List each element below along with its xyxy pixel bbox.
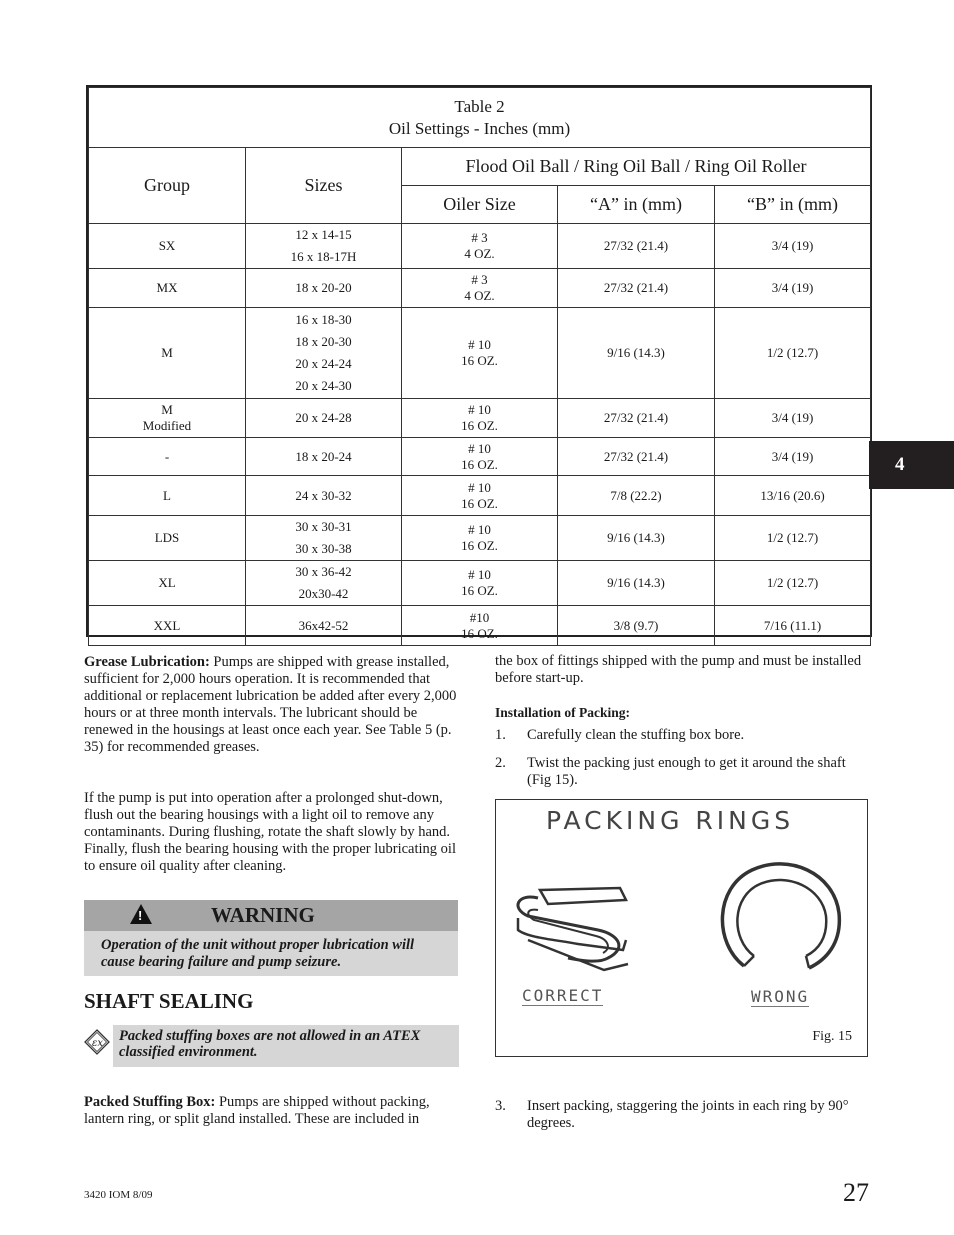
cell-a-value: 3/8 (9.7) (558, 606, 715, 646)
cell-oiler-size-line: # 3 (471, 272, 488, 287)
cell-group-line: LDS (154, 530, 180, 545)
cell-group (89, 399, 246, 438)
cell-b-value: 3/4 (19) (715, 399, 871, 438)
cell-oiler-size-line: 16 OZ. (461, 418, 498, 433)
warning-triangle-icon: ! (130, 904, 152, 924)
grease-paragraph (84, 654, 458, 756)
cell-oiler-size (402, 476, 558, 516)
cell-group (89, 269, 246, 308)
cell-sizes-line: 30 x 30-38 (295, 541, 352, 556)
cell-sizes (246, 438, 402, 476)
header-oil-type: Flood Oil Ball / Ring Oil Ball / Ring Oil Roller (402, 148, 871, 186)
cell-group-line: M (161, 402, 173, 417)
cell-oiler-size-line: 4 OZ. (464, 246, 495, 261)
cell-b-value: 1/2 (12.7) (715, 516, 871, 561)
document-id: 3420 IOM 8/09 (84, 1189, 153, 1201)
table-row (89, 516, 871, 561)
cell-sizes-line: 20 x 24-28 (295, 410, 352, 425)
step-3-number: 3. (495, 1098, 506, 1114)
label-wrong: WRONG (751, 987, 810, 1006)
cell-b-value: 1/2 (12.7) (715, 308, 871, 399)
grease-text: Pumps are shipped with grease installed, sufficient for 2,000 hours operation. It is recommended that additional or replacement lubrication be added after every 2,000 hours or at three month intervals. The lubricant should be renewed in the housings at least once each year. See Table 5 (p. 35) for recommended greases. (84, 654, 457, 755)
table-row (89, 606, 871, 646)
cell-sizes (246, 476, 402, 516)
header-group: Group (89, 148, 246, 224)
cell-oiler-size-line: # 10 (468, 440, 491, 456)
cell-sizes-line: 18 x 20-24 (295, 448, 352, 464)
cell-sizes-line: 20x30-42 (298, 586, 349, 601)
cell-b-value: 3/4 (19) (715, 438, 871, 476)
cell-oiler-size-line: # 10 (468, 402, 491, 417)
warning-title: WARNING (211, 903, 315, 927)
cell-a-value: 9/16 (14.3) (558, 561, 715, 606)
cell-group (89, 476, 246, 516)
step-1-text: Carefully clean the stuffing box bore. (527, 727, 745, 743)
cell-sizes-line: 20 x 24-30 (295, 378, 352, 393)
packed-label: Packed Stuffing Box: (84, 1094, 216, 1110)
cell-a-value: 9/16 (14.3) (558, 308, 715, 399)
cell-oiler-size-line: 16 OZ. (461, 353, 498, 368)
cell-group (89, 438, 246, 476)
cell-b-value: 1/2 (12.7) (715, 561, 871, 606)
cell-group (89, 561, 246, 606)
cell-sizes-line: 20 x 24-24 (295, 356, 352, 371)
cell-oiler-size-line: # 10 (468, 522, 491, 537)
cell-oiler-size (402, 561, 558, 606)
cell-a-value: 7/8 (22.2) (558, 476, 715, 516)
header-a-dimension: “A” in (mm) (558, 186, 715, 224)
step-2-number: 2. (495, 755, 506, 771)
oil-settings-table-frame (86, 85, 872, 641)
cell-sizes (246, 399, 402, 438)
cell-sizes (246, 561, 402, 606)
cell-oiler-size (402, 606, 558, 646)
wrong-ring-illustration (714, 858, 849, 978)
cell-oiler-size-line: # 10 (468, 479, 491, 495)
cell-oiler-size (402, 308, 558, 399)
table-row (89, 476, 871, 516)
cell-oiler-size-line: # 10 (468, 337, 491, 352)
step-3-text: Insert packing, staggering the joints in each ring by 90° degrees. (527, 1098, 849, 1131)
cell-oiler-size (402, 399, 558, 438)
cell-oiler-size-line: 4 OZ. (464, 288, 495, 303)
cell-sizes-line: 18 x 20-30 (295, 334, 352, 349)
cell-oiler-size (402, 438, 558, 476)
cell-oiler-size-line: 16 OZ. (461, 538, 498, 553)
cell-oiler-size-line: 16 OZ. (461, 625, 498, 641)
installation-heading: Installation of Packing: (495, 705, 631, 720)
correct-ring-illustration (508, 878, 638, 978)
cell-oiler-size (402, 269, 558, 308)
table-row (89, 399, 871, 438)
cell-sizes (246, 516, 402, 561)
cell-oiler-size-line: # 3 (471, 230, 488, 245)
header-sizes: Sizes (246, 148, 402, 224)
cell-group-line: MX (156, 280, 178, 295)
atex-ex-icon (84, 1029, 110, 1055)
section-heading: SHAFT SEALING (84, 989, 254, 1013)
cell-b-value: 3/4 (19) (715, 224, 871, 269)
figure-15 (495, 799, 868, 1057)
cell-sizes (246, 606, 402, 646)
cell-a-value: 27/32 (21.4) (558, 399, 715, 438)
cell-group-line: - (164, 448, 170, 464)
cell-oiler-size-line: # 10 (468, 567, 491, 582)
table-row (89, 269, 871, 308)
cell-group (89, 224, 246, 269)
cell-sizes-line: 24 x 30-32 (295, 487, 352, 503)
cell-sizes (246, 269, 402, 308)
page-number: 27 (843, 1178, 869, 1207)
cell-oiler-size-line: 16 OZ. (461, 583, 498, 598)
cell-group-line: SX (158, 238, 176, 253)
table-caption-title: Oil Settings - Inches (mm) (388, 118, 571, 138)
cell-group (89, 308, 246, 399)
section-tab: 4 (869, 441, 954, 489)
table-row (89, 561, 871, 606)
cell-b-value: 7/16 (11.1) (715, 606, 871, 646)
cell-group (89, 516, 246, 561)
svg-text:εx: εx (92, 1038, 104, 1049)
cell-a-value: 27/32 (21.4) (558, 438, 715, 476)
cell-group (89, 606, 246, 646)
cell-group-line: Modified (142, 418, 192, 433)
step-1-number: 1. (495, 727, 506, 743)
cell-oiler-size (402, 224, 558, 269)
cell-sizes-line: 12 x 14-15 (295, 227, 352, 242)
cell-oiler-size (402, 516, 558, 561)
cell-group-line: M (161, 345, 173, 360)
header-oiler-size: Oiler Size (402, 186, 558, 224)
cell-oiler-size-line: 16 OZ. (461, 456, 498, 472)
figure-title: PACKING RINGS (546, 806, 795, 835)
atex-notice: Packed stuffing boxes are not allowed in an ATEX classified environment. (113, 1025, 459, 1067)
flush-paragraph: If the pump is put into operation after a prolonged shut-down, flush out the bearing housings with a light oil to remove any contaminants. During flushing, rotate the shaft slowly by hand. Finally, flush the bearing housing with the proper lubricating oil to ensure oil quality after cleaning. (84, 790, 456, 874)
cell-group-line: XL (158, 575, 176, 590)
cell-b-value: 3/4 (19) (715, 269, 871, 308)
cell-sizes-line: 30 x 30-31 (295, 519, 352, 534)
label-correct: CORRECT (522, 986, 604, 1005)
cell-sizes-line: 16 x 18-17H (290, 249, 357, 264)
cell-a-value: 27/32 (21.4) (558, 224, 715, 269)
continued-paragraph: the box of fittings shipped with the pump and must be installed before start-up. (495, 653, 862, 686)
table-caption-number: Table 2 (454, 96, 505, 116)
warning-body: Operation of the unit without proper lubrication will cause bearing failure and pump seizure. (84, 931, 458, 976)
warning-header (84, 900, 458, 931)
cell-sizes (246, 224, 402, 269)
table-row (89, 224, 871, 269)
grease-label: Grease Lubrication: (84, 654, 210, 670)
table-body (89, 224, 871, 646)
step-2-text: Twist the packing just enough to get it around the shaft (Fig 15). (527, 755, 846, 788)
header-b-dimension: “B” in (mm) (715, 186, 871, 224)
cell-sizes-line: 30 x 36-42 (295, 564, 352, 579)
cell-group-line: XXL (153, 617, 181, 633)
packed-text: Pumps are shipped without packing, lantern ring, or split gland installed. These are included in (84, 1094, 430, 1127)
oil-settings-table (88, 87, 871, 646)
packed-paragraph (84, 1094, 460, 1128)
cell-sizes-line: 16 x 18-30 (295, 312, 352, 327)
cell-a-value: 27/32 (21.4) (558, 269, 715, 308)
cell-sizes-line: 36x42-52 (298, 617, 349, 633)
table-caption (89, 88, 871, 148)
cell-oiler-size-line: #10 (469, 609, 490, 625)
cell-a-value: 9/16 (14.3) (558, 516, 715, 561)
cell-sizes-line: 18 x 20-20 (295, 280, 352, 295)
cell-sizes (246, 308, 402, 399)
figure-caption: Fig. 15 (812, 1029, 852, 1044)
cell-oiler-size-line: 16 OZ. (461, 495, 498, 511)
cell-group-line: L (163, 487, 171, 503)
cell-b-value: 13/16 (20.6) (715, 476, 871, 516)
table-row (89, 438, 871, 476)
table-row (89, 308, 871, 399)
